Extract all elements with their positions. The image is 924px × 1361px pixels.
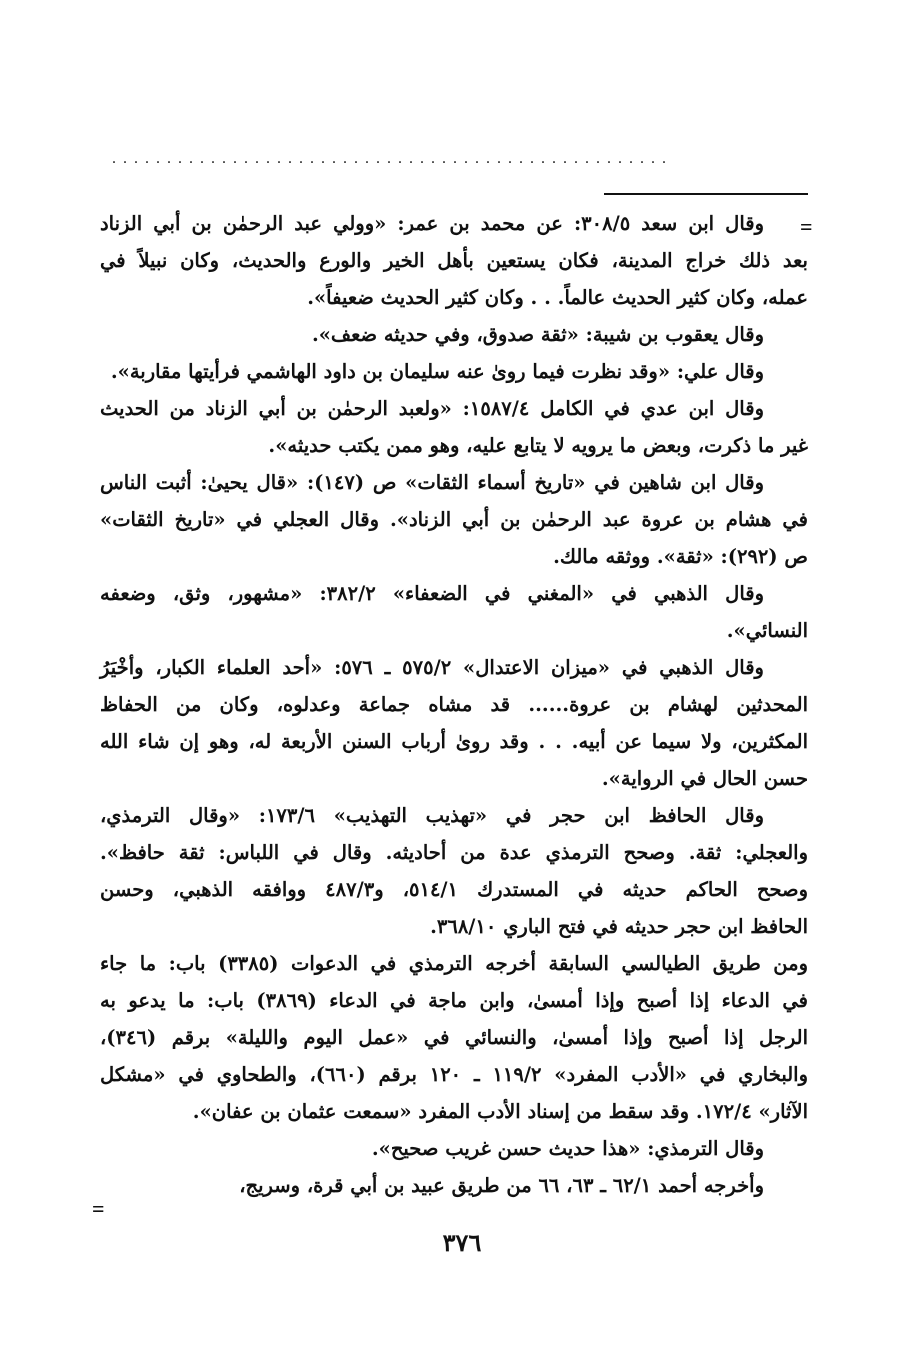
footnote-rule — [604, 193, 808, 195]
text-line: وقال ابن سعد ٣٠٨/٥: عن محمد بن عمر: «وولي عبد الرحمٰن بن أبي الزناد — [100, 212, 765, 235]
paragraph — [100, 316, 808, 353]
text-line: الآثار» ١٧٢/٤. وقد سقط من إسناد الأدب المفرد «سمعت عثمان بن عفان». — [192, 1100, 808, 1123]
continuation-mark-top: = — [800, 214, 813, 239]
text-line: والبخاري في «الأدب المفرد» ١١٩/٢ ـ ١٢٠ برقم (٦٦٠)، والطحاوي في «مشكل — [100, 1063, 808, 1086]
text-line: في هشام بن عروة عبد الرحمٰن بن أبي الزناد». وقال العجلي في «تاريخ الثقات» — [100, 508, 808, 531]
text-line: وقال ابن شاهين في «تاريخ أسماء الثقات» ص (١٤٧): «قال يحيىٰ: أثبت الناس — [100, 471, 764, 494]
text-line: والعجلي: ثقة. وصحح الترمذي عدة من أحاديثه. وقال في اللباس: ثقة حافظ». — [100, 841, 808, 864]
text-line: المحدثين لهشام بن عروة...... قد مشاه جماعة وعدلوه، وكان من الحفاظ — [100, 693, 808, 716]
separator-dots: ................................................... — [112, 150, 673, 167]
text-line: الحافظ ابن حجر حديثه في فتح الباري ٣٦٨/١٠. — [430, 915, 808, 938]
text-line: حسن الحال في الرواية». — [601, 767, 808, 790]
paragraph — [100, 390, 808, 464]
text-line: وقال ابن عدي في الكامل ١٥٨٧/٤: «ولعبد الرحمٰن بن أبي الزناد من الحديث — [100, 397, 764, 420]
footnote-body — [100, 205, 808, 1204]
paragraph — [100, 797, 808, 945]
text-line: وقال يعقوب بن شيبة: «ثقة صدوق، وفي حديثه ضعف». — [311, 323, 764, 346]
text-line: وصحح الحاكم حديثه في المستدرك ٥١٤/١، و٤٨٧/٣ ووافقه الذهبي، وحسن — [100, 878, 809, 901]
text-line: ومن طريق الطيالسي السابقة أخرجه الترمذي في الدعوات (٣٣٨٥) باب: ما جاء — [100, 952, 808, 975]
paragraph — [100, 205, 808, 316]
text-line: وقال الذهبي في «ميزان الاعتدال» ٥٧٥/٢ ـ ٥٧٦: «أحد العلماء الكبار، وأخْيَرُ — [100, 656, 764, 679]
text-line: المكثرين، ولا سيما عن أبيه. . . وقد روىٰ أرباب السنن الأربعة له، وهو إن شاء الله — [100, 730, 808, 753]
paragraph — [100, 1167, 808, 1204]
text-line: وأخرجه أحمد ٦٢/١ ـ ٦٣، ٦٦ من طريق عبيد بن أبي قرة، وسريج، — [239, 1174, 764, 1197]
text-line: وقال الترمذي: «هذا حديث حسن غريب صحيح». — [371, 1137, 764, 1160]
text-line: عمله، وكان كثير الحديث عالماً. . . وكان كثير الحديث ضعيفاً». — [307, 286, 808, 309]
paragraph — [100, 649, 808, 797]
page-number: ٣٧٦ — [442, 1228, 482, 1257]
paragraph — [100, 464, 808, 575]
paragraph — [100, 575, 808, 649]
text-line: وقال علي: «وقد نظرت فيما روىٰ عنه سليمان بن داود الهاشمي فرأيتها مقاربة». — [110, 360, 764, 383]
text-line: وقال الذهبي في «المغني في الضعفاء» ٣٨٢/٢: «مشهور، وثق، وضعفه — [100, 582, 765, 605]
paragraph — [100, 353, 808, 390]
text-line: في الدعاء إذا أصبح وإذا أمسىٰ، وابن ماجة في الدعاء (٣٨٦٩) باب: ما يدعو به — [100, 989, 808, 1012]
text-line: وقال الحافظ ابن حجر في «تهذيب التهذيب» ١٧٣/٦: «وقال الترمذي، — [100, 804, 764, 827]
text-line: ص (٢٩٢): «ثقة». ووثقه مالك. — [553, 545, 808, 568]
paragraph — [100, 1130, 808, 1167]
text-line: النسائي». — [726, 619, 808, 642]
paragraph — [100, 945, 808, 1130]
text-line: بعد ذلك خراج المدينة، فكان يستعين بأهل الخير والورع والحديث، وكان نبيلاً في — [100, 249, 808, 272]
text-line: غير ما ذكرت، وبعض ما يرويه لا يتابع عليه، وهو ممن يكتب حديثه». — [268, 434, 808, 457]
continuation-mark-bottom: = — [92, 1196, 105, 1221]
text-line: الرجل إذا أصبح وإذا أمسىٰ، والنسائي في «عمل اليوم والليلة» برقم (٣٤٦)، — [100, 1026, 808, 1049]
